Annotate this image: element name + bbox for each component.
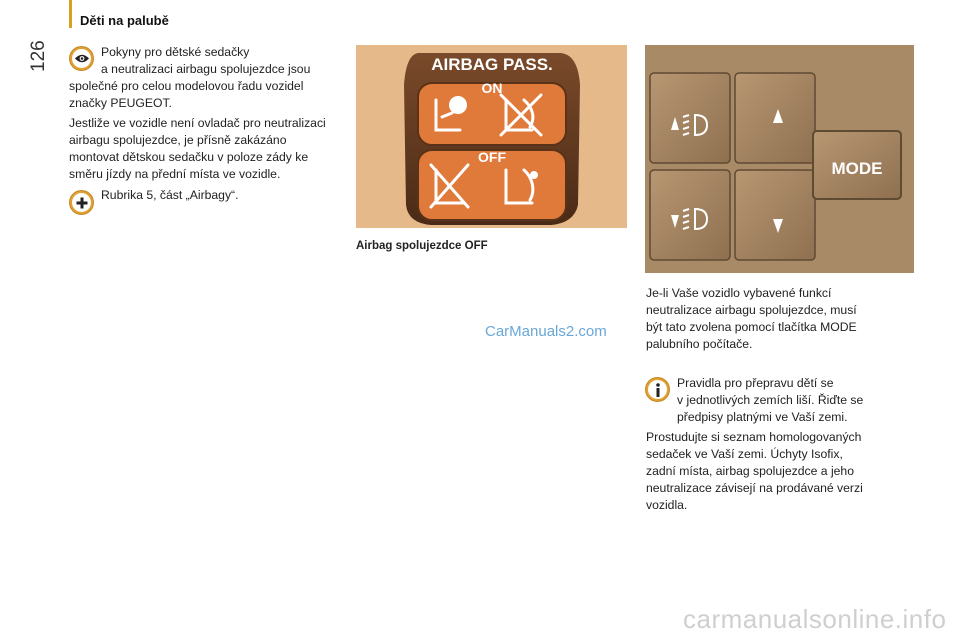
section-title: Děti na palubě <box>80 13 169 28</box>
isofix-para-line5: vozidla. <box>646 498 688 512</box>
reference-text: Rubrika 5, část „Airbagy“. <box>101 188 239 202</box>
info-para-line1: Pravidla pro přepravu dětí se <box>677 376 834 390</box>
isofix-para-line3: zadní místa, airbag spolujezdce a jeho <box>646 464 854 478</box>
warning-para-line4: směru jízdy na přední místa ve vozidle. <box>69 167 281 181</box>
page-number: 126 <box>28 40 49 72</box>
eye-icon <box>69 46 94 71</box>
airbag-panel-image <box>356 45 627 228</box>
note-para-1-line1: Pokyny pro dětské sedačky <box>101 45 250 59</box>
isofix-para-line1: Prostudujte si seznam homologovaných <box>646 430 862 444</box>
info-para-line3: předpisy platnými ve Vaší zemi. <box>677 410 848 424</box>
off-label: OFF <box>478 149 506 165</box>
mode-para-line1: Je-li Vaše vozidlo vybavené funkcí <box>646 286 832 300</box>
section-accent-line <box>69 0 72 28</box>
note-para-1-line4: značky PEUGEOT. <box>69 96 172 110</box>
on-label: ON <box>481 80 503 96</box>
airbag-caption: Airbag spolujezdce OFF <box>356 240 488 252</box>
mode-buttons-image <box>645 45 914 273</box>
plus-icon <box>69 190 94 215</box>
mode-para-line3: být tato zvolena pomocí tlačítka MODE <box>646 320 857 334</box>
warning-para-line3: montovat dětskou sedačku v poloze zády ke <box>69 150 309 164</box>
isofix-para-line2: sedaček ve Vaší zemi. Úchyty Isofix, <box>646 447 843 461</box>
warning-para-line2: airbagu spolujezdce, je přísně zakázáno <box>69 133 287 147</box>
note-para-1-line2: a neutralizaci airbagu spolujezdce jsou <box>101 62 311 76</box>
info-icon <box>645 377 670 402</box>
warning-para-line1: Jestliže ve vozidle není ovladač pro neutralizaci <box>69 116 326 130</box>
mode-label: MODE <box>831 159 883 178</box>
isofix-para-line4: neutralizace závisejí na prodávané verzi <box>646 481 863 495</box>
mode-para-line4: palubního počítače. <box>646 337 753 351</box>
mode-para-line2: neutralizace airbagu spolujezdce, musí <box>646 303 857 317</box>
note-para-1-line3: společné pro celou modelovou řadu vozidel <box>69 79 304 93</box>
info-para-line2: v jednotlivých zemích liší. Řiďte se <box>677 393 864 407</box>
airbag-pass-label: AIRBAG PASS. <box>431 55 553 74</box>
carmanuals-watermark: CarManuals2.com <box>485 323 607 340</box>
manualsonline-watermark: carmanualsonline.info <box>683 604 947 634</box>
